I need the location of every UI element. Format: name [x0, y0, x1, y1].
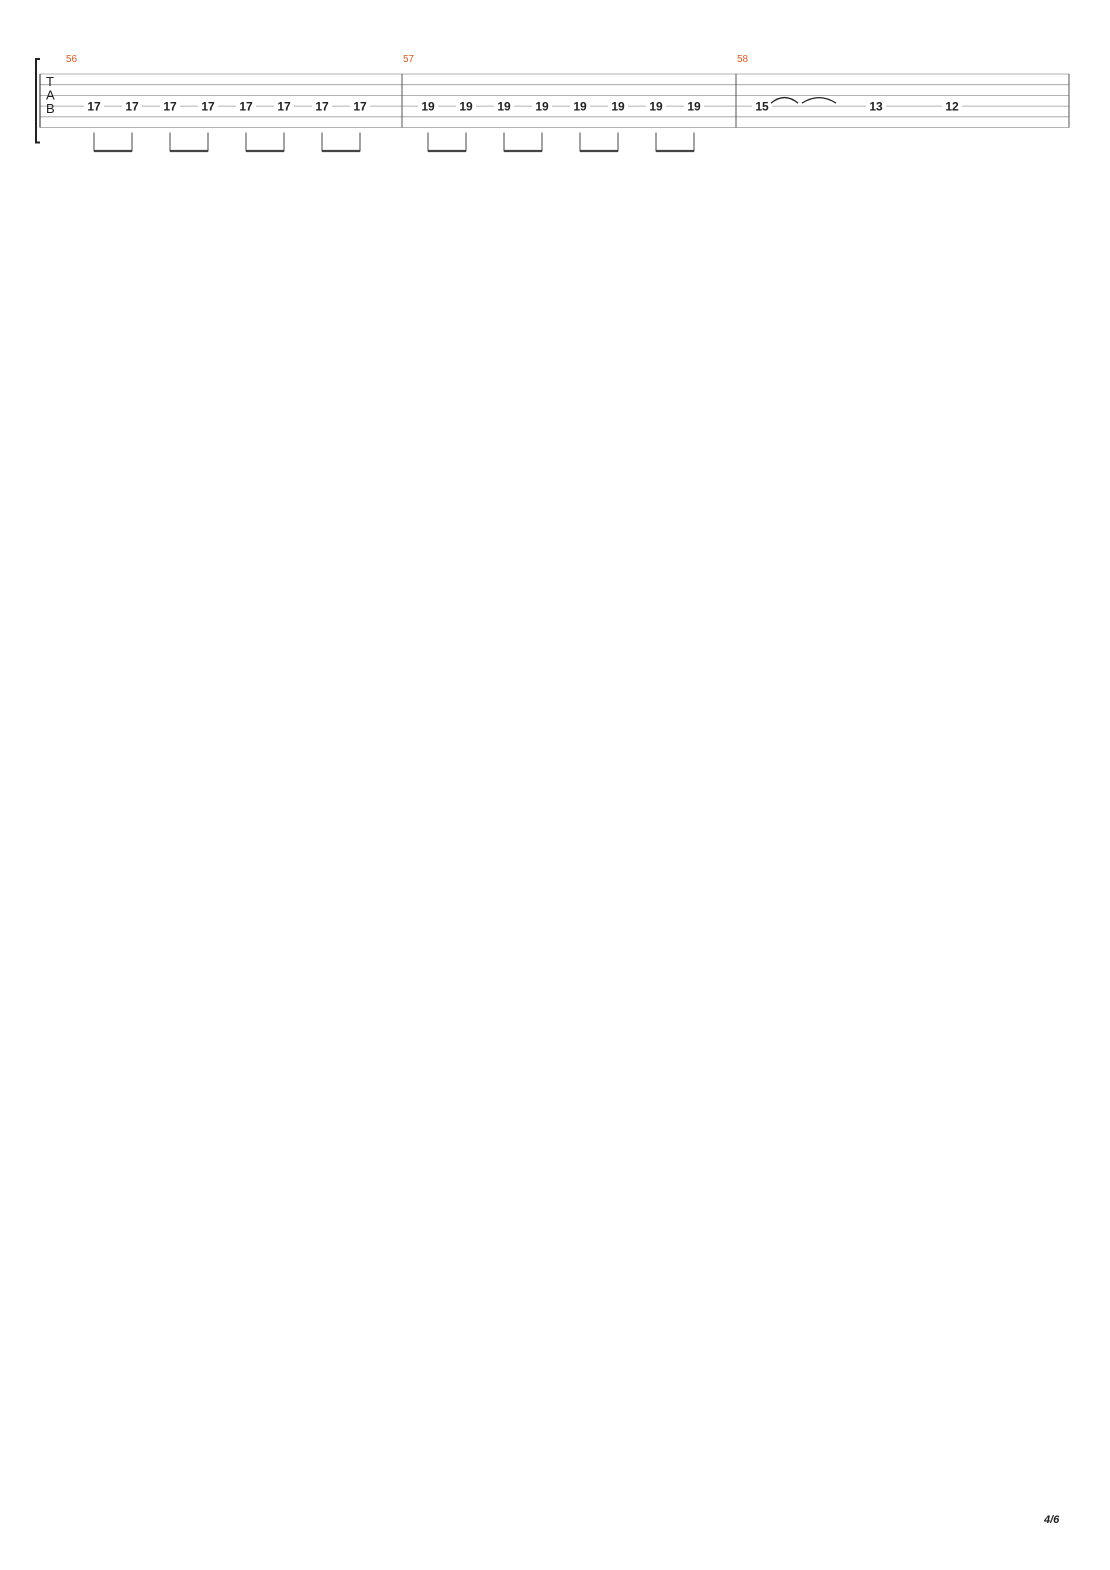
fret-number: 17 [315, 99, 329, 114]
fret-number: 17 [125, 99, 139, 114]
fret-number: 19 [573, 99, 587, 114]
fret-number: 19 [421, 99, 435, 114]
page-number: 4/6 [1044, 1514, 1060, 1526]
fret-number: 19 [459, 99, 473, 114]
measure-number: 56 [66, 54, 78, 65]
fret-number: 19 [649, 99, 663, 114]
tie-arc [771, 98, 798, 104]
tab-system [36, 54, 1069, 152]
tab-systems [36, 54, 1069, 152]
measure-number: 57 [403, 54, 415, 65]
fret-number: 17 [353, 99, 367, 114]
tab-clef-letter: B [46, 101, 55, 116]
fret-number: 17 [87, 99, 101, 114]
fret-number: 19 [687, 99, 701, 114]
fret-number: 17 [201, 99, 215, 114]
fret-number: 19 [535, 99, 549, 114]
measure-number: 58 [737, 54, 749, 65]
tie-arc [802, 98, 836, 104]
fret-number: 19 [497, 99, 511, 114]
system-bracket [36, 59, 40, 143]
fret-number: 15 [755, 99, 769, 114]
tab-clef-letter: A [46, 87, 55, 103]
tab-clef-letter: T [46, 74, 54, 89]
fret-number: 13 [869, 99, 883, 114]
fret-number: 17 [277, 99, 291, 114]
fret-number: 17 [163, 99, 177, 114]
fret-number: 12 [945, 99, 959, 114]
fret-number: 19 [611, 99, 625, 114]
fret-number: 17 [239, 99, 253, 114]
